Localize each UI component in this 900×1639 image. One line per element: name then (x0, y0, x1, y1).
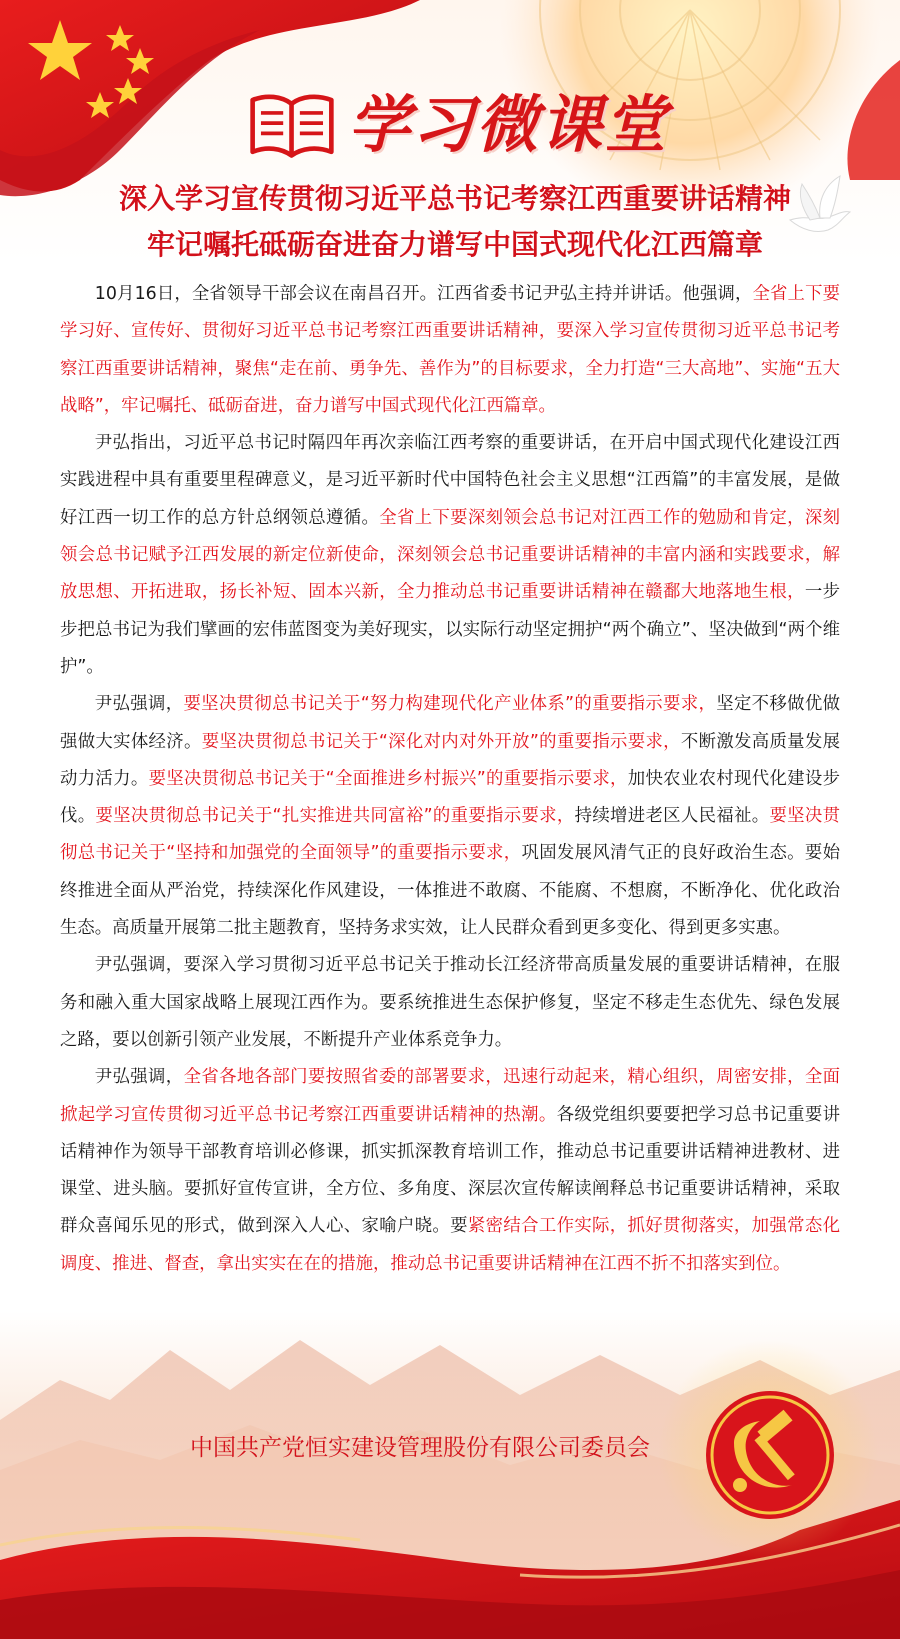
body-text: 坚定不移做优做强做大实体经济。 (60, 694, 840, 752)
highlighted-text: 要坚决贯彻总书记关于“努力构建现代化产业体系”的重要指示要求， (183, 694, 717, 715)
body-text: 尹弘指出，习近平总书记时隔四年再次亲临江西考察的重要讲话，在开启中国式现代化建设江西实践进程中具有重要里程碑意义，是习近平新时代中国特色社会主义思想“江西篇”的丰富发展，是做好江西一切工作的总方针总纲领总遵循。 (60, 433, 840, 528)
headline (60, 176, 850, 268)
highlighted-text: 全省上下要学习好、宣传好、贯彻好习近平总书记考察江西重要讲话精神，要深入学习宣传贯彻习近平总书记考察江西重要讲话精神，聚焦“走在前、勇争先、善作为”的目标要求，全力打造“三大高地”、实施“五大战略”，牢记嘱托、砥砺奋进，奋力谱写中国式现代化江西篇章。 (60, 284, 840, 416)
article-body (60, 276, 840, 1283)
body-text: 不断激发高质量发展动力活力。 (60, 731, 840, 789)
headline-line-1: 深入学习宣传贯彻习近平总书记考察江西重要讲话精神 (118, 182, 791, 215)
footer-organization: 中国共产党恒实建设管理股份有限公司委员会 (190, 1435, 650, 1461)
highlighted-text: 要坚决贯彻总书记关于“全面推进乡村振兴”的重要指示要求， (148, 768, 628, 789)
body-text: 各级党组织要要把学习总书记重要讲话精神作为领导干部教育培训必修课，抓实抓深教育培训工作，推动总书记重要讲话精神进教材、进课堂、进头脑。要抓好宣传宣讲，全方位、多角度、深层次宣传解读阐释总书记重要讲话精神，采取群众喜闻乐见的形式，做到深入人心、家喻户晓。要 (60, 1104, 840, 1237)
paragraph (60, 947, 840, 1059)
paragraph (60, 1059, 840, 1283)
book-icon (248, 86, 336, 164)
highlighted-text: 紧密结合工作实际，抓好贯彻落实，加强常态化调度、推进、督查，拿出实实在在的措施，推动总书记重要讲话精神在江西不折不扣落实到位。 (60, 1216, 840, 1274)
body-text: 10月16日，全省领导干部会议在南昌召开。江西省委书记尹弘主持并讲话。他强调， (94, 284, 753, 304)
body-text: 巩固发展风清气正的良好政治生态。要始终推进全面从严治党，持续深化作风建设，一体推进不敢腐、不能腐、不想腐，不断净化、优化政治生态。高质量开展第二批主题教育，坚持务求实效，让人民群众看到更多变化、得到更多实惠。 (60, 843, 840, 939)
headline-line-2: 牢记嘱托砥砺奋进奋力谱写中国式现代化江西篇章 (146, 228, 763, 261)
paragraph (60, 686, 840, 947)
highlighted-text: 要坚决贯彻总书记关于“深化对内对外开放”的重要指示要求， (201, 731, 681, 752)
highlighted-text: 全省各地各部门要按照省委的部署要求，迅速行动起来，精心组织，周密安排，全面掀起学习宣传贯彻习近平总书记考察江西重要讲话精神的热潮。 (60, 1067, 840, 1125)
body-text: 持续增进老区人民福祉。 (574, 806, 770, 827)
logo-title: 学习微课堂 (347, 88, 668, 161)
body-text: 加快农业农村现代化建设步伐。 (60, 768, 840, 827)
party-emblem-icon (700, 1385, 840, 1525)
paragraph (60, 276, 840, 425)
body-text: 一步步把总书记为我们擘画的宏伟蓝图变为美好现实，以实际行动坚定拥护“两个确立”、坚决做到“两个维护”。 (60, 582, 840, 677)
header-logo (248, 80, 668, 170)
highlighted-text: 要坚决贯彻总书记关于“扎实推进共同富裕”的重要指示要求， (95, 806, 575, 827)
body-text: 尹弘强调， (94, 1067, 184, 1088)
body-text: 尹弘强调，要深入学习贯彻习近平总书记关于推动长江经济带高质量发展的重要讲话精神，在服务和融入重大国家战略上展现江西作为。要系统推进生态保护修复，坚定不移走生态优先、绿色发展之路，要以创新引领产业发展，不断提升产业体系竞争力。 (60, 955, 840, 1050)
flag-stars-icon (0, 0, 200, 120)
body-text: 尹弘强调， (94, 694, 184, 715)
paragraph (60, 425, 840, 686)
highlighted-text: 要坚决贯彻总书记关于“坚持和加强党的全面领导”的重要指示要求， (60, 806, 840, 864)
highlighted-text: 全省上下要深刻领会总书记对江西工作的勉励和肯定，深刻领会总书记赋予江西发展的新定位新使命，深刻领会总书记重要讲话精神的丰富内涵和实践要求，解放思想、开拓进取，扬长补短、固本兴新，全力推动总书记重要讲话精神在赣鄱大地落地生根， (60, 507, 840, 603)
